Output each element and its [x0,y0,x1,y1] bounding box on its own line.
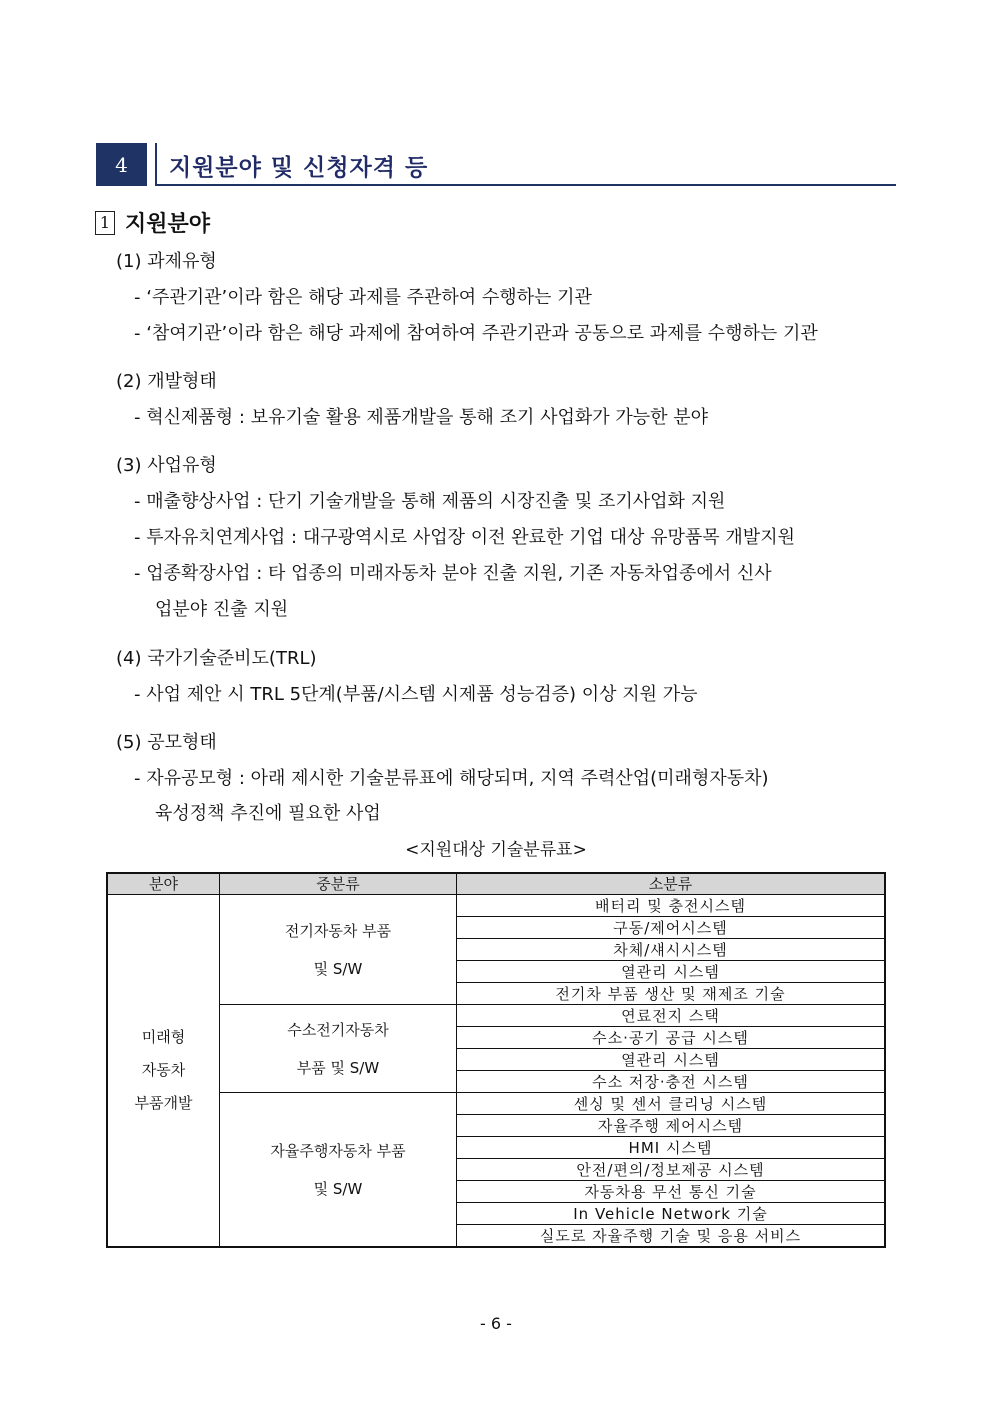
bullet-3-2: - 투자유치연계사업 : 대구광역시로 사업장 이전 완료한 기업 대상 유망품목 개발지원 [134,527,795,548]
category-line: 부품개발 [134,1094,193,1112]
sub-category-cell: 수소·공기 공급 시스템 [457,1027,886,1049]
category-line: 미래형 [141,1028,186,1046]
section-number: 4 [96,143,147,186]
table-row [107,1093,885,1115]
page-number: - 6 - [480,1314,512,1333]
bullet-3-3-continued: 업분야 진출 지원 [155,599,289,620]
mid-category-cell [220,1005,457,1093]
bullet-4-1: - 사업 제안 시 TRL 5단계(부품/시스템 시제품 성능검증) 이상 지원 가능 [134,684,698,705]
table-row [107,1005,885,1027]
bullet-5-1-continued: 육성정책 추진에 필요한 사업 [155,803,381,824]
sub-category-cell: 안전/편의/정보제공 시스템 [457,1159,886,1181]
table-header-row [107,873,885,895]
header-sub-category: 소분류 [457,873,886,895]
subsection-heading [95,207,210,238]
item-heading-1: (1) 과제유형 [116,251,217,272]
sub-category-cell: 실도로 자율주행 기술 및 응용 서비스 [457,1225,886,1248]
table-caption: <지원대상 기술분류표> [405,840,587,860]
section-title: 지원분야 및 신청자격 등 [169,155,429,181]
mid-category-line: 및 S/W [313,1179,363,1198]
bullet-3-1: - 매출향상사업 : 단기 기술개발을 통해 제품의 시장진출 및 조기사업화 지원 [134,491,726,512]
item-heading-4: (4) 국가기술준비도(TRL) [116,648,317,669]
bullet-1-2: - ‘참여기관’이라 함은 해당 과제에 참여하여 주관기관과 공동으로 과제를 수행하는 기관 [134,323,818,344]
subsection-number: 1 [95,211,115,235]
item-heading-3: (3) 사업유형 [116,455,217,476]
bullet-5-1: - 자유공모형 : 아래 제시한 기술분류표에 해당되며, 지역 주력산업(미래형자동차) [134,768,769,789]
item-heading-2: (2) 개발형태 [116,371,217,392]
sub-category-cell: 배터리 및 충전시스템 [457,895,886,917]
bullet-1-1: - ‘주관기관’이라 함은 해당 과제를 주관하여 수행하는 기관 [134,287,592,308]
bullet-2-1: - 혁신제품형 : 보유기술 활용 제품개발을 통해 조기 사업화가 가능한 분야 [134,407,709,428]
mid-category-line: 전기자동차 부품 [284,921,392,940]
section-divider [155,143,157,186]
category-line: 자동차 [141,1061,186,1079]
mid-category-line: 자율주행자동차 부품 [270,1141,406,1160]
sub-category-cell: HMI 시스템 [457,1137,886,1159]
subsection-title: 지원분야 [125,212,211,237]
mid-category-line: 및 S/W [313,959,363,978]
sub-category-cell: 차체/섀시시스템 [457,939,886,961]
sub-category-cell: In Vehicle Network 기술 [457,1203,886,1225]
section-header [96,143,896,186]
header-field: 분야 [107,873,220,895]
sub-category-cell: 수소 저장·충전 시스템 [457,1071,886,1093]
sub-category-cell: 열관리 시스템 [457,1049,886,1071]
sub-category-cell: 연료전지 스택 [457,1005,886,1027]
sub-category-cell: 열관리 시스템 [457,961,886,983]
section-underline [157,184,896,186]
sub-category-cell: 자동차용 무선 통신 기술 [457,1181,886,1203]
category-cell [107,895,220,1248]
mid-category-line: 부품 및 S/W [296,1058,380,1077]
mid-category-cell [220,895,457,1005]
sub-category-cell: 구동/제어시스템 [457,917,886,939]
header-mid-category: 중분류 [220,873,457,895]
sub-category-cell: 자율주행 제어시스템 [457,1115,886,1137]
mid-category-line: 수소전기자동차 [287,1020,389,1039]
bullet-3-3: - 업종확장사업 : 타 업종의 미래자동차 분야 진출 지원, 기존 자동차업종에서 신사 [134,563,772,584]
tech-classification-table [106,872,886,1248]
mid-category-cell [220,1093,457,1248]
item-heading-5: (5) 공모형태 [116,732,217,753]
sub-category-cell: 전기차 부품 생산 및 재제조 기술 [457,983,886,1005]
table-row [107,895,885,917]
sub-category-cell: 센싱 및 센서 클리닝 시스템 [457,1093,886,1115]
